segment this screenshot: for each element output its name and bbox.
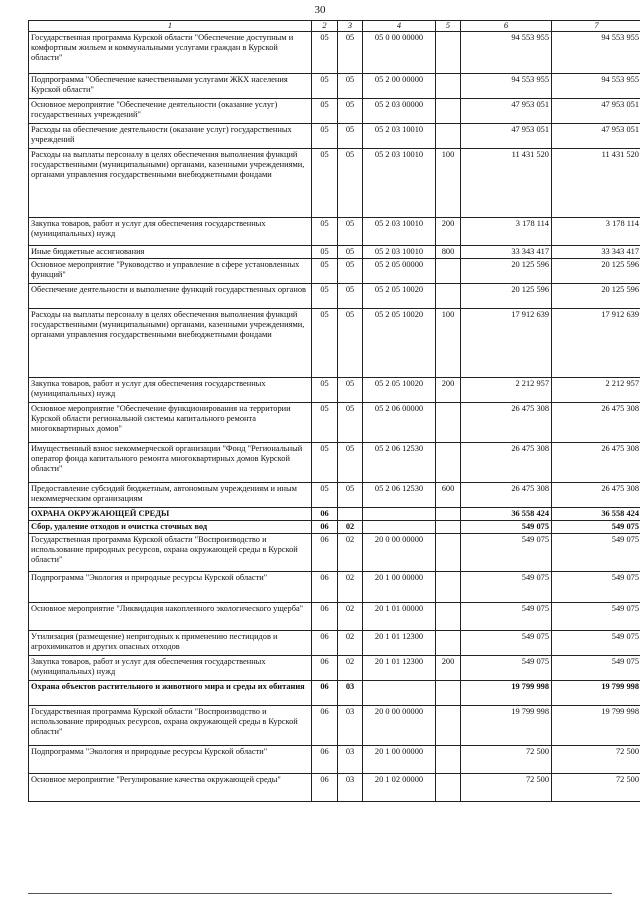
row-section-cell: 05 (312, 309, 338, 378)
page-number: 30 (314, 4, 326, 16)
row-amount-col6-cell: 549 075 (461, 656, 552, 681)
row-target-article-cell: 05 2 06 12530 (363, 483, 436, 508)
table-row (29, 534, 640, 572)
table-row (29, 631, 640, 656)
row-amount-col7-cell: 549 075 (552, 521, 640, 534)
row-amount-col6-cell: 549 075 (461, 603, 552, 631)
row-section-cell: 06 (312, 656, 338, 681)
row-amount-col6-cell: 19 799 998 (461, 681, 552, 706)
row-expense-type-cell: 800 (436, 246, 461, 259)
row-section-cell: 05 (312, 246, 338, 259)
row-target-article-cell: 20 1 01 12300 (363, 631, 436, 656)
row-amount-col6-cell: 17 912 639 (461, 309, 552, 378)
table-row (29, 572, 640, 603)
row-amount-col6-cell: 26 475 308 (461, 403, 552, 443)
row-subsection-cell (338, 508, 363, 521)
row-subsection-cell: 05 (338, 483, 363, 508)
row-amount-col7-cell: 47 953 051 (552, 99, 640, 124)
table-row (29, 246, 640, 259)
table-row (29, 508, 640, 521)
table-row (29, 483, 640, 508)
row-section-cell: 05 (312, 218, 338, 246)
row-name-cell: Расходы на обеспечение деятельности (оказание услуг) государственных учреждений (29, 124, 312, 149)
row-name-cell: Подпрограмма "Обеспечение качественными услугами ЖКХ населения Курской области" (29, 74, 312, 99)
table-row (29, 309, 640, 378)
row-section-cell: 05 (312, 284, 338, 309)
table-row (29, 681, 640, 706)
row-target-article-cell: 05 2 06 12530 (363, 443, 436, 483)
row-subsection-cell: 03 (338, 706, 363, 746)
row-subsection-cell: 03 (338, 681, 363, 706)
row-name-cell: Основное мероприятие "Обеспечение деятельности (оказание услуг) государственных учреждений" (29, 99, 312, 124)
row-expense-type-cell (436, 534, 461, 572)
row-section-cell: 06 (312, 534, 338, 572)
row-expense-type-cell (436, 32, 461, 74)
row-target-article-cell: 20 1 01 12300 (363, 656, 436, 681)
header-col-2: 2 (312, 21, 338, 32)
row-target-article-cell: 05 2 03 00000 (363, 99, 436, 124)
row-section-cell: 05 (312, 259, 338, 284)
row-amount-col6-cell: 549 075 (461, 631, 552, 656)
row-expense-type-cell (436, 443, 461, 483)
row-target-article-cell: 20 0 00 00000 (363, 706, 436, 746)
row-subsection-cell: 05 (338, 378, 363, 403)
row-amount-col7-cell: 20 125 596 (552, 284, 640, 309)
table-row (29, 774, 640, 802)
header-row (29, 21, 640, 32)
row-subsection-cell: 02 (338, 521, 363, 534)
row-name-cell: Закупка товаров, работ и услуг для обеспечения государственных (муниципальных) нужд (29, 378, 312, 403)
table-row (29, 656, 640, 681)
row-expense-type-cell (436, 746, 461, 774)
table-row (29, 218, 640, 246)
row-expense-type-cell (436, 508, 461, 521)
row-section-cell: 05 (312, 124, 338, 149)
row-name-cell: Иные бюджетные ассигнования (29, 246, 312, 259)
row-amount-col7-cell: 19 799 998 (552, 706, 640, 746)
row-name-cell: Основное мероприятие "Руководство и управление в сфере установленных функций" (29, 259, 312, 284)
row-section-cell: 06 (312, 631, 338, 656)
row-amount-col6-cell: 26 475 308 (461, 483, 552, 508)
row-target-article-cell (363, 681, 436, 706)
row-name-cell: Предоставление субсидий бюджетным, автономным учреждениям и иным некоммерческим организациям (29, 483, 312, 508)
row-amount-col6-cell: 11 431 520 (461, 149, 552, 218)
row-amount-col7-cell: 26 475 308 (552, 483, 640, 508)
row-target-article-cell: 05 2 03 10010 (363, 149, 436, 218)
row-name-cell: Имущественный взнос некоммерческой организации "Фонд "Региональный оператор фонда капитального ремонта многоквартирных домов Курской области" (29, 443, 312, 483)
row-amount-col6-cell: 20 125 596 (461, 259, 552, 284)
row-expense-type-cell: 100 (436, 309, 461, 378)
row-target-article-cell: 05 2 05 10020 (363, 309, 436, 378)
row-section-cell: 06 (312, 572, 338, 603)
row-name-cell: Сбор, удаление отходов и очистка сточных вод (29, 521, 312, 534)
row-target-article-cell: 05 2 05 00000 (363, 259, 436, 284)
row-expense-type-cell (436, 259, 461, 284)
table-row (29, 443, 640, 483)
row-subsection-cell: 05 (338, 124, 363, 149)
row-name-cell: ОХРАНА ОКРУЖАЮЩЕЙ СРЕДЫ (29, 508, 312, 521)
row-section-cell: 05 (312, 483, 338, 508)
row-expense-type-cell: 600 (436, 483, 461, 508)
row-target-article-cell: 05 0 00 00000 (363, 32, 436, 74)
row-target-article-cell: 05 2 03 10010 (363, 218, 436, 246)
row-amount-col7-cell: 549 075 (552, 631, 640, 656)
row-target-article-cell (363, 521, 436, 534)
row-amount-col6-cell: 549 075 (461, 534, 552, 572)
table-row (29, 706, 640, 746)
row-subsection-cell: 05 (338, 443, 363, 483)
row-amount-col7-cell: 549 075 (552, 572, 640, 603)
row-amount-col6-cell: 549 075 (461, 572, 552, 603)
row-amount-col7-cell: 72 500 (552, 746, 640, 774)
row-expense-type-cell: 200 (436, 656, 461, 681)
bottom-rule (28, 893, 612, 894)
row-expense-type-cell (436, 284, 461, 309)
row-section-cell: 06 (312, 774, 338, 802)
row-section-cell: 06 (312, 746, 338, 774)
table-row (29, 124, 640, 149)
row-expense-type-cell: 100 (436, 149, 461, 218)
row-name-cell: Расходы на выплаты персоналу в целях обеспечения выполнения функций государственными (муниципальными) органами, казенными учреждениями, органами управления государственными внебюджетными фондами (29, 149, 312, 218)
header-col-3: 3 (338, 21, 363, 32)
row-subsection-cell: 02 (338, 603, 363, 631)
row-amount-col6-cell: 94 553 955 (461, 74, 552, 99)
row-amount-col7-cell: 549 075 (552, 603, 640, 631)
table-row (29, 746, 640, 774)
row-target-article-cell: 05 2 03 10010 (363, 124, 436, 149)
row-amount-col6-cell: 549 075 (461, 521, 552, 534)
row-section-cell: 06 (312, 508, 338, 521)
row-amount-col7-cell: 26 475 308 (552, 403, 640, 443)
row-amount-col7-cell: 549 075 (552, 656, 640, 681)
row-expense-type-cell (436, 603, 461, 631)
row-section-cell: 05 (312, 74, 338, 99)
row-amount-col7-cell: 20 125 596 (552, 259, 640, 284)
row-target-article-cell: 05 2 03 10010 (363, 246, 436, 259)
row-amount-col7-cell: 17 912 639 (552, 309, 640, 378)
row-section-cell: 06 (312, 603, 338, 631)
row-subsection-cell: 05 (338, 284, 363, 309)
row-amount-col6-cell: 33 343 417 (461, 246, 552, 259)
row-amount-col6-cell: 47 953 051 (461, 124, 552, 149)
table-row (29, 378, 640, 403)
header-col-7: 7 (552, 21, 640, 32)
table-row (29, 99, 640, 124)
row-expense-type-cell (436, 403, 461, 443)
row-subsection-cell: 05 (338, 32, 363, 74)
row-subsection-cell: 05 (338, 99, 363, 124)
row-expense-type-cell (436, 521, 461, 534)
row-expense-type-cell (436, 74, 461, 99)
row-amount-col6-cell: 36 558 424 (461, 508, 552, 521)
row-amount-col6-cell: 26 475 308 (461, 443, 552, 483)
row-name-cell: Расходы на выплаты персоналу в целях обеспечения выполнения функций государственными (муниципальными) органами, казенными учреждениями, органами управления государственными внебюджетными фондами (29, 309, 312, 378)
header-col-6: 6 (461, 21, 552, 32)
row-name-cell: Охрана объектов растительного и животного мира и среды их обитания (29, 681, 312, 706)
row-subsection-cell: 05 (338, 149, 363, 218)
row-name-cell: Утилизация (размещение) непригодных к применению пестицидов и агрохимикатов и других опасных отходов (29, 631, 312, 656)
row-subsection-cell: 05 (338, 74, 363, 99)
row-amount-col7-cell: 72 500 (552, 774, 640, 802)
row-amount-col7-cell: 94 553 955 (552, 32, 640, 74)
row-amount-col6-cell: 47 953 051 (461, 99, 552, 124)
row-target-article-cell: 20 1 02 00000 (363, 774, 436, 802)
table-row (29, 403, 640, 443)
row-amount-col6-cell: 72 500 (461, 774, 552, 802)
row-subsection-cell: 02 (338, 656, 363, 681)
row-name-cell: Закупка товаров, работ и услуг для обеспечения государственных (муниципальных) нужд (29, 218, 312, 246)
row-subsection-cell: 05 (338, 218, 363, 246)
row-section-cell: 05 (312, 403, 338, 443)
row-subsection-cell: 02 (338, 631, 363, 656)
row-amount-col7-cell: 19 799 998 (552, 681, 640, 706)
row-expense-type-cell (436, 681, 461, 706)
row-name-cell: Подпрограмма "Экология и природные ресурсы Курской области" (29, 572, 312, 603)
table-row (29, 284, 640, 309)
row-subsection-cell: 05 (338, 259, 363, 284)
row-amount-col7-cell: 26 475 308 (552, 443, 640, 483)
table-row (29, 603, 640, 631)
row-section-cell: 06 (312, 521, 338, 534)
header-col-5: 5 (436, 21, 461, 32)
row-amount-col6-cell: 20 125 596 (461, 284, 552, 309)
table-row (29, 259, 640, 284)
row-subsection-cell: 03 (338, 774, 363, 802)
row-amount-col7-cell: 47 953 051 (552, 124, 640, 149)
row-section-cell: 05 (312, 99, 338, 124)
row-amount-col7-cell: 3 178 114 (552, 218, 640, 246)
row-name-cell: Закупка товаров, работ и услуг для обеспечения государственных (муниципальных) нужд (29, 656, 312, 681)
budget-table (28, 20, 640, 802)
row-expense-type-cell: 200 (436, 378, 461, 403)
table-row (29, 74, 640, 99)
row-amount-col7-cell: 549 075 (552, 534, 640, 572)
row-expense-type-cell (436, 774, 461, 802)
row-section-cell: 06 (312, 706, 338, 746)
row-subsection-cell: 05 (338, 246, 363, 259)
row-target-article-cell: 05 2 00 00000 (363, 74, 436, 99)
row-section-cell: 05 (312, 149, 338, 218)
row-expense-type-cell (436, 124, 461, 149)
row-subsection-cell: 02 (338, 534, 363, 572)
row-name-cell: Основное мероприятие "Обеспечение функционирования на территории Курской области региональной системы капитального ремонта многоквартирных домов" (29, 403, 312, 443)
row-name-cell: Обеспечение деятельности и выполнение функций государственных органов (29, 284, 312, 309)
row-expense-type-cell (436, 572, 461, 603)
row-section-cell: 05 (312, 443, 338, 483)
row-target-article-cell: 20 1 00 00000 (363, 572, 436, 603)
row-amount-col7-cell: 11 431 520 (552, 149, 640, 218)
row-name-cell: Государственная программа Курской области "Воспроизводство и использование природных ресурсов, охрана окружающей среды в Курской области" (29, 706, 312, 746)
row-target-article-cell: 05 2 05 10020 (363, 378, 436, 403)
table-row (29, 149, 640, 218)
row-section-cell: 05 (312, 32, 338, 74)
row-expense-type-cell (436, 631, 461, 656)
row-target-article-cell: 20 0 00 00000 (363, 534, 436, 572)
row-amount-col6-cell: 2 212 957 (461, 378, 552, 403)
header-col-1: 1 (29, 21, 312, 32)
row-subsection-cell: 05 (338, 309, 363, 378)
row-expense-type-cell (436, 99, 461, 124)
row-target-article-cell: 05 2 05 10020 (363, 284, 436, 309)
row-subsection-cell: 03 (338, 746, 363, 774)
table-body (29, 32, 640, 802)
row-amount-col6-cell: 3 178 114 (461, 218, 552, 246)
header-col-4: 4 (363, 21, 436, 32)
row-target-article-cell (363, 508, 436, 521)
row-section-cell: 05 (312, 378, 338, 403)
row-amount-col6-cell: 72 500 (461, 746, 552, 774)
table-row (29, 521, 640, 534)
row-expense-type-cell (436, 706, 461, 746)
row-name-cell: Подпрограмма "Экология и природные ресурсы Курской области" (29, 746, 312, 774)
row-expense-type-cell: 200 (436, 218, 461, 246)
row-target-article-cell: 20 1 00 00000 (363, 746, 436, 774)
row-amount-col7-cell: 94 553 955 (552, 74, 640, 99)
row-target-article-cell: 05 2 06 00000 (363, 403, 436, 443)
row-section-cell: 06 (312, 681, 338, 706)
row-name-cell: Основное мероприятие "Ликвидация накопленного экологического ущерба" (29, 603, 312, 631)
row-subsection-cell: 05 (338, 403, 363, 443)
row-amount-col6-cell: 94 553 955 (461, 32, 552, 74)
row-amount-col7-cell: 36 558 424 (552, 508, 640, 521)
table-row (29, 32, 640, 74)
row-name-cell: Государственная программа Курской области "Обеспечение доступным и комфортным жильем и коммунальными услугами граждан в Курской области" (29, 32, 312, 74)
row-name-cell: Основное мероприятие "Регулирование качества окружающей среды" (29, 774, 312, 802)
row-subsection-cell: 02 (338, 572, 363, 603)
row-amount-col7-cell: 33 343 417 (552, 246, 640, 259)
row-amount-col6-cell: 19 799 998 (461, 706, 552, 746)
row-name-cell: Государственная программа Курской области "Воспроизводство и использование природных ресурсов, охрана окружающей среды в Курской области" (29, 534, 312, 572)
row-amount-col7-cell: 2 212 957 (552, 378, 640, 403)
row-target-article-cell: 20 1 01 00000 (363, 603, 436, 631)
